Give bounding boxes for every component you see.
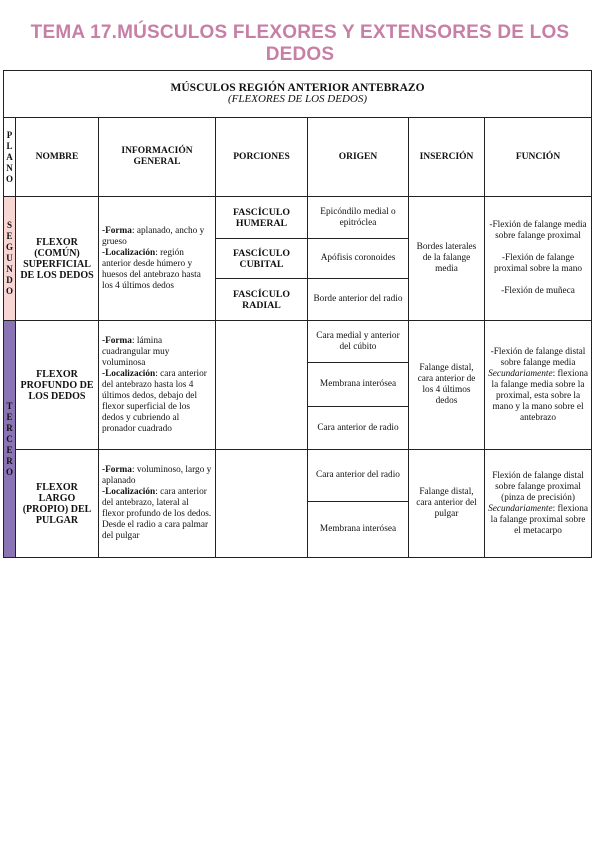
origen-pulgar-1: Cara anterior del radio: [308, 450, 409, 502]
info-pulgar: -Forma: voluminoso, largo y aplanado -Localización: cara anterior del antebrazo, lateral al flexor profundo de los dedos. Desde el radio a cara palmar del pulgar: [99, 450, 216, 558]
origen-humeral: Epicóndilo medial o epitróclea: [308, 197, 409, 239]
plano-tercero: T E R C E R O: [4, 321, 16, 558]
funcion-superficial: -Flexión de falange media sobre falange proximal -Flexión de falange proximal sobre la mano -Flexión de muñeca: [485, 197, 592, 321]
col-funcion-header: FUNCIÓN: [485, 118, 592, 197]
funcion-pulgar: Flexión de falange distal sobre falange proximal (pinza de precisión) Secundariamente: flexiona la falange proximal sobre el metacarpo: [485, 450, 592, 558]
plano-segundo: S E G U N D O: [4, 197, 16, 321]
info-superficial: -Forma: aplanado, ancho y grueso -Localización: región anterior desde húmero y huesos del antebrazo hasta los 4 últimos dedos: [99, 197, 216, 321]
origen-profundo-1: Cara medial y anterior del cúbito: [308, 321, 409, 363]
table-header: [4, 71, 592, 118]
header-sub: (FLEXORES DE LOS DEDOS): [228, 93, 368, 105]
col-insercion-header: INSERCIÓN: [409, 118, 485, 197]
porciones-profundo: [216, 321, 308, 450]
muscle-table: [3, 70, 592, 558]
col-porciones-header: PORCIONES: [216, 118, 308, 197]
col-origen-header: ORIGEN: [308, 118, 409, 197]
muscle-name-superficial: FLEXOR (COMÚN) SUPERFICIAL DE LOS DEDOS: [16, 197, 99, 321]
header-main: MÚSCULOS REGIÓN ANTERIOR ANTEBRAZO: [170, 82, 425, 94]
page-title: TEMA 17.MÚSCULOS FLEXORES Y EXTENSORES DE LOS DEDOS: [30, 22, 570, 65]
origen-profundo-2: Membrana interósea: [308, 363, 409, 407]
insercion-profundo: Falange distal, cara anterior de los 4 últimos dedos: [409, 321, 485, 450]
col-nombre-header: NOMBRE: [16, 118, 99, 197]
muscle-name-profundo: FLEXOR PROFUNDO DE LOS DEDOS: [16, 321, 99, 450]
origen-cubital: Apófisis coronoides: [308, 239, 409, 279]
muscle-name-pulgar: FLEXOR LARGO (PROPIO) DEL PULGAR: [16, 450, 99, 558]
origen-profundo-3: Cara anterior de radio: [308, 407, 409, 450]
col-plano-header: P L A N O: [4, 118, 16, 197]
origen-pulgar-2: Membrana interósea: [308, 502, 409, 558]
insercion-pulgar: Falange distal, cara anterior del pulgar: [409, 450, 485, 558]
porcion-cubital: FASCÍCULO CUBITAL: [216, 239, 308, 279]
info-profundo: -Forma: lámina cuadrangular muy voluminosa -Localización: cara anterior del antebrazo hasta los 4 últimos dedos, debajo del flexor superficial de los dedos y cubriendo al pronador cuadrado: [99, 321, 216, 450]
col-info-header: INFORMACIÓN GENERAL: [99, 118, 216, 197]
insercion-superficial: Bordes laterales de la falange media: [409, 197, 485, 321]
porcion-humeral: FASCÍCULO HUMERAL: [216, 197, 308, 239]
porciones-pulgar: [216, 450, 308, 558]
origen-radial: Borde anterior del radio: [308, 279, 409, 321]
porcion-radial: FASCÍCULO RADIAL: [216, 279, 308, 321]
funcion-profundo: -Flexión de falange distal sobre falange media Secundariamente: flexiona la falange media sobre la proximal, esta sobre la mano y la mano sobre el antebrazo: [485, 321, 592, 450]
